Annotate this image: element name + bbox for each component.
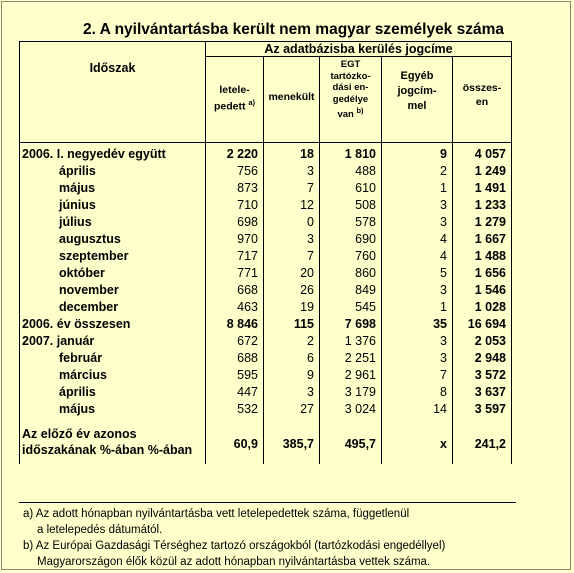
spacer-cell [206,460,264,464]
row-period: 2007. január [20,333,206,350]
row-value-col3: 1 810 [320,143,382,164]
summary-value-col4: x [382,424,453,460]
row-value-col1: 698 [206,214,264,231]
table-row [20,248,512,265]
table-row [20,265,512,282]
row-value-col2: 2 [264,333,320,350]
row-value-col2: 3 [264,384,320,401]
row-value-col3: 760 [320,248,382,265]
table-title: 2. A nyilvántartásba került nem magyar személyek száma [83,21,505,38]
header-group: Az adatbázisba kerülés jogcíme [206,42,512,57]
row-period: május [20,401,206,418]
row-value-col3: 610 [320,180,382,197]
row-value-col1: 668 [206,282,264,299]
spacer-cell [20,460,206,464]
row-value-col3: 3 179 [320,384,382,401]
row-period: november [20,282,206,299]
spacer-row [20,460,512,464]
table-row [20,316,512,333]
spacer-cell [264,460,320,464]
row-value-col4: 4 [382,248,453,265]
row-period: 2006. év összesen [20,316,206,333]
row-value-col5: 1 491 [453,180,512,197]
summary-label [20,424,206,460]
row-period: szeptember [20,248,206,265]
row-value-col5: 1 488 [453,248,512,265]
row-value-col3: 508 [320,197,382,214]
row-value-col2: 26 [264,282,320,299]
table-body [20,143,512,465]
row-value-col3: 488 [320,163,382,180]
row-value-col2: 3 [264,163,320,180]
row-value-col1: 771 [206,265,264,282]
summary-label-line2: időszakának %-ában %-ában [22,443,193,457]
table-row [20,231,512,248]
row-value-col1: 873 [206,180,264,197]
summary-value-col3: 495,7 [320,424,382,460]
row-value-col3: 3 024 [320,401,382,418]
row-value-col3: 860 [320,265,382,282]
row-value-col2: 19 [264,299,320,316]
row-value-col2: 7 [264,248,320,265]
row-value-col5: 1 667 [453,231,512,248]
row-value-col5: 1 249 [453,163,512,180]
row-value-col2: 9 [264,367,320,384]
row-value-col1: 532 [206,401,264,418]
row-value-col4: 3 [382,333,453,350]
row-value-col3: 2 961 [320,367,382,384]
row-value-col3: 2 251 [320,350,382,367]
summary-value-col2: 385,7 [264,424,320,460]
row-period: június [20,197,206,214]
row-value-col4: 2 [382,163,453,180]
row-value-col1: 710 [206,197,264,214]
row-value-col5: 3 637 [453,384,512,401]
row-value-col5: 1 028 [453,299,512,316]
row-value-col2: 0 [264,214,320,231]
table-row [20,197,512,214]
summary-value-col1: 60,9 [206,424,264,460]
row-value-col1: 2 220 [206,143,264,164]
row-value-col4: 14 [382,401,453,418]
summary-label-line1: Az előző év azonos [22,427,137,441]
row-value-col3: 690 [320,231,382,248]
row-value-col3: 849 [320,282,382,299]
row-value-col4: 4 [382,231,453,248]
row-value-col1: 756 [206,163,264,180]
row-period: október [20,265,206,282]
row-value-col3: 578 [320,214,382,231]
spacer-cell [453,460,512,464]
row-value-col2: 7 [264,180,320,197]
row-period: december [20,299,206,316]
summary-value-col5: 241,2 [453,424,512,460]
table-row [20,214,512,231]
row-value-col1: 717 [206,248,264,265]
table-row [20,333,512,350]
row-period: május [20,180,206,197]
row-value-col5: 1 279 [453,214,512,231]
row-period: 2006. I. negyedév együtt [20,143,206,164]
summary-row [20,424,512,460]
row-value-col5: 2 053 [453,333,512,350]
row-value-col4: 1 [382,299,453,316]
table-row [20,163,512,180]
row-period: április [20,163,206,180]
row-value-col4: 3 [382,282,453,299]
header-col-menekult: menekült [264,57,320,143]
row-value-col2: 3 [264,231,320,248]
row-value-col3: 1 376 [320,333,382,350]
row-value-col5: 1 546 [453,282,512,299]
row-value-col2: 18 [264,143,320,164]
row-value-col2: 115 [264,316,320,333]
row-value-col5: 1 233 [453,197,512,214]
header-col-osszesen: összes- en [453,57,512,143]
row-value-col1: 463 [206,299,264,316]
row-value-col5: 1 656 [453,265,512,282]
header-col-egt: EGT tartózko- dási en- gedélye van $^{b)}$ [320,57,382,143]
row-value-col2: 27 [264,401,320,418]
row-value-col5: 16 694 [453,316,512,333]
row-value-col4: 3 [382,350,453,367]
row-value-col1: 447 [206,384,264,401]
row-period: április [20,384,206,401]
row-value-col4: 3 [382,214,453,231]
header-period: Időszak [20,42,206,143]
row-value-col4: 9 [382,143,453,164]
row-value-col4: 8 [382,384,453,401]
footnote-b-line1: b) Az Európai Gazdasági Térséghez tartozó országokból (tartózkodási engedéllyel) [23,540,446,552]
spacer-cell [320,460,382,464]
footnote-b-line2: Magyarországon élők közül az adott hónapban nyilvántartásba vettek száma. [37,556,431,568]
table-row [20,180,512,197]
row-value-col4: 3 [382,197,453,214]
row-value-col1: 8 846 [206,316,264,333]
row-value-col1: 595 [206,367,264,384]
footnote-a-line2: a letelepedés dátumától. [37,524,163,536]
row-value-col2: 6 [264,350,320,367]
row-value-col1: 672 [206,333,264,350]
row-value-col4: 1 [382,180,453,197]
footnote-a-line1: a) Az adott hónapban nyilvántartásba vett letelepedettek száma, függetlenül [23,508,410,520]
row-value-col5: 2 948 [453,350,512,367]
row-value-col1: 970 [206,231,264,248]
table-row [20,384,512,401]
row-value-col2: 20 [264,265,320,282]
header-col-egyeb: Egyéb jogcím- mel [382,57,453,143]
row-period: február [20,350,206,367]
table-row [20,367,512,384]
table-row [20,401,512,418]
row-value-col5: 3 572 [453,367,512,384]
table-bottom-rule [19,502,516,503]
row-value-col2: 12 [264,197,320,214]
row-value-col3: 7 698 [320,316,382,333]
row-value-col5: 3 597 [453,401,512,418]
row-period: március [20,367,206,384]
header-col-letelepedett: letele- pedett $^{a)}$ [206,57,264,143]
row-period: augusztus [20,231,206,248]
table-row [20,299,512,316]
table-row [20,350,512,367]
row-value-col4: 7 [382,367,453,384]
data-table [19,41,512,464]
row-value-col4: 5 [382,265,453,282]
table-row [20,282,512,299]
row-value-col3: 545 [320,299,382,316]
row-value-col5: 4 057 [453,143,512,164]
table-row [20,143,512,164]
row-value-col1: 688 [206,350,264,367]
row-period: július [20,214,206,231]
spacer-cell [382,460,453,464]
row-value-col4: 35 [382,316,453,333]
